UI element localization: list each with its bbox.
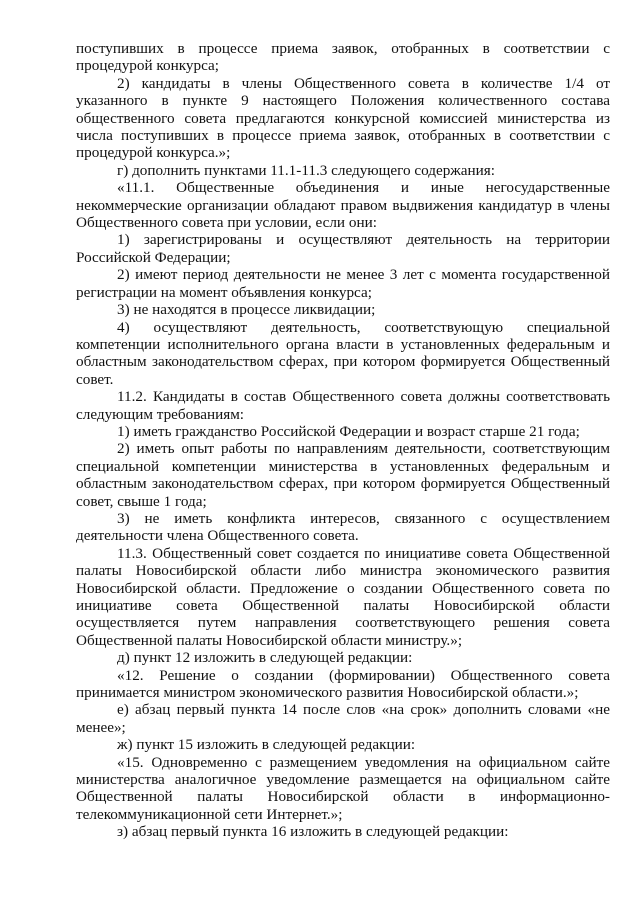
paragraph-11-1-cond-1: 1) зарегистрированы и осуществляют деятельность на территории Российской Федерации; — [76, 231, 610, 266]
paragraph-11-2-req-3: 3) не иметь конфликта интересов, связанного с осуществлением деятельности члена Общественного совета. — [76, 509, 610, 545]
paragraph-11-3: 11.3. Общественный совет создается по инициативе совета Общественной палаты Новосибирской области либо министра экономического развития Новосибирской области. Предложение о создании Общественного совета по инициативе совета Общественной палаты Новосибирской области осуществляется путем направления соответствующего решения совета Общественной палаты Новосибирской области министру.»; — [76, 544, 610, 649]
paragraph-continuation: поступивших в процессе приема заявок, отобранных в соответствии с процедурой конкурса; — [76, 40, 610, 75]
paragraph-11-1-cond-2: 2) имеют период деятельности не менее 3 лет с момента государственной регистрации на момент объявления конкурса; — [76, 266, 610, 301]
paragraph-item-z: з) абзац первый пункта 16 изложить в следующей редакции: — [117, 823, 509, 841]
document-page — [76, 40, 610, 841]
paragraph-item-2-candidates: 2) кандидаты в члены Общественного совета в количестве 1/4 от указанного в пункте 9 настоящего Положения количественного состава общественного совета предлагаются конкурсной комиссией министерства из числа поступивших в процессе приема заявок, отобранных в соответствии с процедурой конкурса.»; — [76, 74, 610, 162]
paragraph-12: «12. Решение о создании (формировании) Общественного совета принимается министром экономического развития Новосибирской области.»; — [76, 666, 610, 702]
paragraph-11-2-req-1: 1) иметь гражданство Российской Федерации и возраст старше 21 года; — [117, 422, 580, 440]
paragraph-item-e: е) абзац первый пункта 14 после слов «на срок» дополнить словами «не менее»; — [76, 701, 610, 736]
paragraph-11-2: 11.2. Кандидаты в состав Общественного совета должны соответствовать следующим требованиям: — [76, 388, 610, 423]
paragraph-item-zh: ж) пункт 15 изложить в следующей редакции: — [117, 736, 416, 754]
paragraph-11-1-cond-4: 4) осуществляют деятельность, соответствующую специальной компетенции исполнительного органа власти в установленных федеральным и областным законодательством сферах, при котором формируется Общественный совет. — [76, 318, 610, 388]
paragraph-15: «15. Одновременно с размещением уведомления на официальном сайте министерства аналогичное уведомление размещается на официальном сайте Общественной палаты Новосибирской области в информационно-телекоммуникационной сети Интернет.»; — [76, 753, 610, 823]
paragraph-11-1: «11.1. Общественные объединения и иные негосударственные некоммерческие организации обладают правом выдвижения кандидатур в члены Общественного совета при условии, если они: — [76, 179, 610, 232]
paragraph-item-g: г) дополнить пунктами 11.1-11.3 следующего содержания: — [117, 161, 495, 179]
paragraph-11-1-cond-3: 3) не находятся в процессе ликвидации; — [117, 301, 376, 319]
paragraph-item-d: д) пункт 12 изложить в следующей редакции: — [117, 649, 413, 667]
paragraph-11-2-req-2: 2) иметь опыт работы по направлениям деятельности, соответствующим специальной компетенции министерства в установленных федеральным и областным законодательством сферах, при котором формируется Общественный совет, свыше 1 года; — [76, 440, 610, 510]
